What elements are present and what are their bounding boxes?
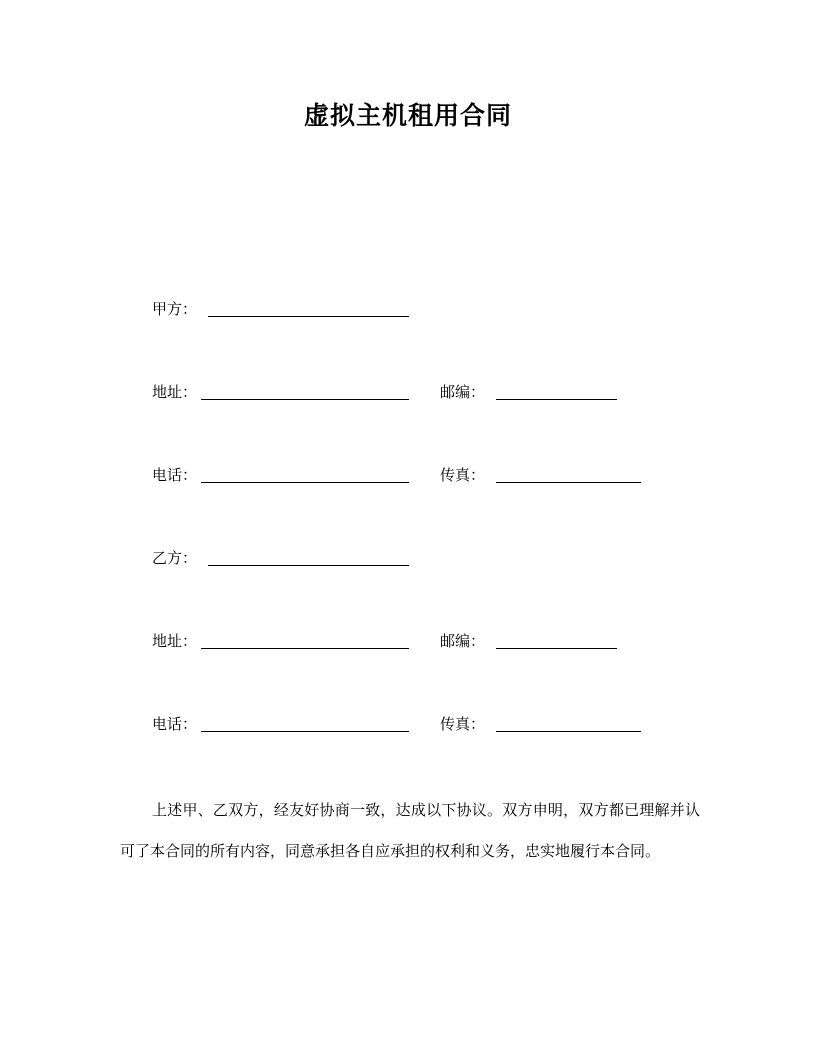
party-b-fax-blank[interactable]: [496, 731, 641, 732]
party-a-postcode-blank[interactable]: [496, 399, 617, 400]
party-b-phone-row: [0, 712, 816, 736]
intro-paragraph: 上述甲、乙双方，经友好协商一致，达成以下协议。双方申明，双方都已理解并认可了本合同的所有内容，同意承担各自应承担的权利和义务，忠实地履行本合同。: [120, 801, 700, 860]
party-a-address-blank[interactable]: [201, 399, 409, 400]
document-title: 虚拟主机租用合同: [303, 101, 512, 130]
party-a-name-label: 甲方：: [152, 300, 198, 318]
party-a-name-row: [0, 297, 816, 321]
party-a-address-label: 地址：: [152, 383, 198, 401]
party-a-name-blank[interactable]: [208, 316, 409, 317]
party-a-address-row: [0, 380, 816, 404]
party-a-fax-blank[interactable]: [496, 482, 641, 483]
party-b-address-row: [0, 629, 816, 653]
party-b-address-label: 地址：: [152, 632, 198, 650]
party-a-postcode-label: 邮编：: [440, 383, 486, 401]
party-a-phone-blank[interactable]: [201, 482, 409, 483]
party-b-name-row: [0, 546, 816, 570]
party-b-phone-blank[interactable]: [201, 731, 409, 732]
party-b-postcode-label: 邮编：: [440, 632, 486, 650]
party-b-name-label: 乙方：: [152, 549, 198, 567]
party-b-address-blank[interactable]: [201, 648, 409, 649]
party-b-fax-label: 传真：: [440, 715, 486, 733]
party-b-phone-label: 电话：: [152, 715, 198, 733]
party-b-postcode-blank[interactable]: [496, 648, 617, 649]
party-a-phone-label: 电话：: [152, 466, 198, 484]
party-a-phone-row: [0, 463, 816, 487]
party-b-name-blank[interactable]: [208, 565, 409, 566]
party-a-fax-label: 传真：: [440, 466, 486, 484]
